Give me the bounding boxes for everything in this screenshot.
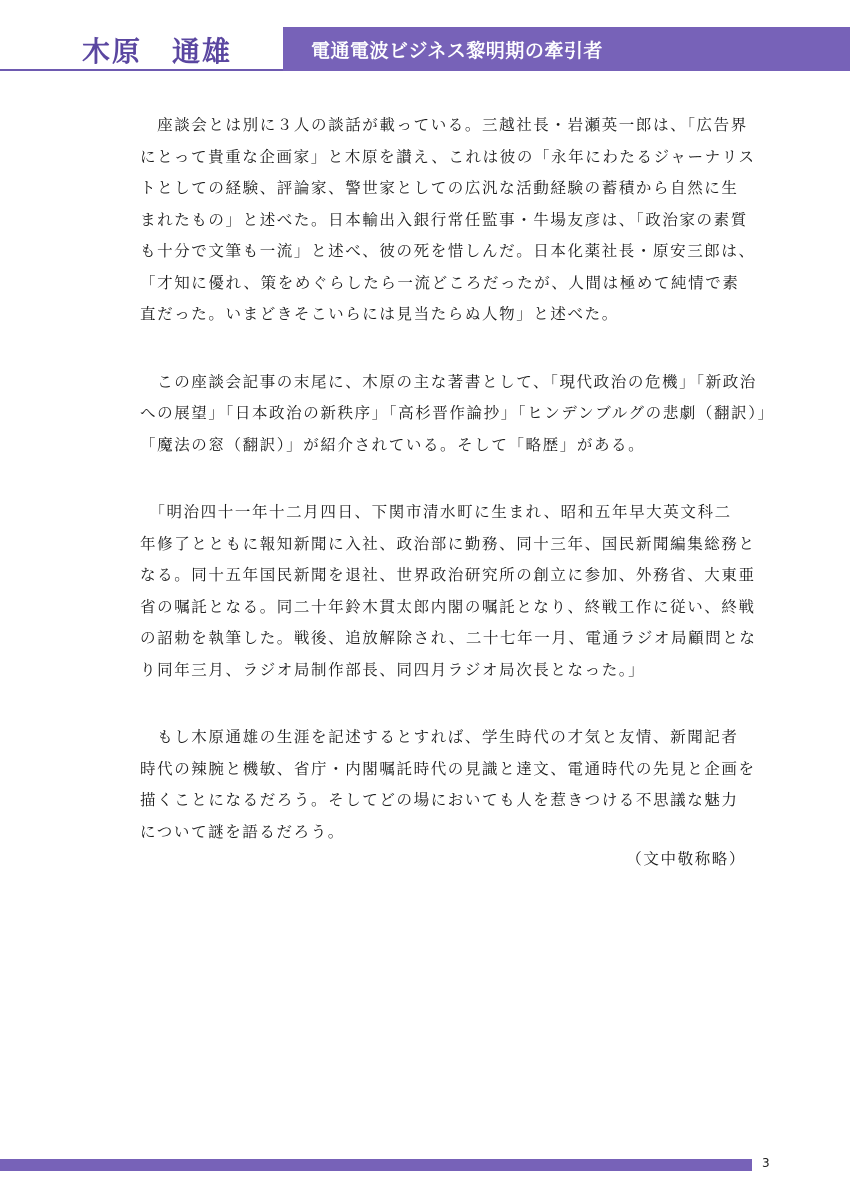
text-line: 描くことになるだろう。そしてどの場においても人を惹きつける不思議な魅力 bbox=[140, 791, 739, 809]
text-line: 省の嘱託となる。同二十年鈴木貫太郎内閣の嘱託となり、終戦工作に従い、終戦 bbox=[140, 597, 756, 616]
text-line: 座談会とは別に３人の談話が載っている。三越社長・岩瀬英一郎は、「広告界 bbox=[140, 116, 748, 134]
author-name: 木原 通雄 bbox=[82, 35, 233, 68]
author-block bbox=[0, 27, 283, 71]
text-line: トとしての経験、評論家、警世家としての広汎な活動経験の蓄積から自然に生 bbox=[140, 179, 739, 197]
text-line: 「才知に優れ、策をめぐらしたら一流どころだったが、人間は極めて純情で素 bbox=[140, 273, 740, 292]
page-header bbox=[0, 27, 850, 71]
text-line: 「魔法の窓（翻訳）」が紹介されている。そして「略歴」がある。 bbox=[140, 435, 646, 454]
text-line: まれたもの」と述べた。日本輸出入銀行常任監事・牛場友彦は、「政治家の素質 bbox=[140, 210, 748, 229]
text-line: もし木原通雄の生涯を記述するとすれば、学生時代の才気と友情、新聞記者 bbox=[140, 728, 739, 746]
text-line: 直だった。いまどきそこいらには見当たらぬ人物」と述べた。 bbox=[140, 305, 619, 323]
text-line: り同年三月、ラジオ局制作部長、同四月ラジオ局次長となった。」 bbox=[140, 660, 646, 679]
series-banner bbox=[283, 27, 850, 71]
text-line: 年修了とともに報知新聞に入社、政治部に勤務、同十三年、国民新聞編集総務と bbox=[140, 534, 756, 553]
article-body bbox=[140, 110, 775, 876]
footer-bar bbox=[0, 1159, 752, 1171]
series-title: 電通電波ビジネス黎明期の牽引者 bbox=[311, 40, 603, 62]
text-line: 時代の辣腕と機敏、省庁・内閣嘱託時代の見識と達文、電通時代の先見と企画を bbox=[140, 759, 756, 778]
page-number: 3 bbox=[762, 1156, 770, 1170]
paragraph-4 bbox=[140, 722, 760, 848]
text-line: この座談会記事の末尾に、木原の主な著書として、「現代政治の危機」「新政治 bbox=[140, 372, 757, 391]
text-line: への展望」「日本政治の新秩序」「高杉晋作論抄」「ヒンデンブルグの悲劇（翻訳）」 bbox=[140, 404, 775, 422]
paragraph-2 bbox=[140, 367, 775, 462]
text-line: について謎を語るだろう。 bbox=[140, 822, 345, 841]
paragraph-3-biography bbox=[140, 497, 760, 686]
text-line: の詔勅を執筆した。戦後、追放解除され、二十七年一月、電通ラジオ局顧問とな bbox=[140, 629, 757, 647]
text-line: も十分で文筆も一流」と述べ、彼の死を惜しんだ。日本化薬社長・原安三郎は、 bbox=[140, 242, 756, 260]
paragraph-1 bbox=[140, 110, 760, 331]
honorifics-note: （文中敬称略） bbox=[626, 850, 746, 868]
text-line: 「明治四十一年十二月四日、下関市清水町に生まれ、昭和五年早大英文科二 bbox=[140, 503, 732, 521]
text-line: なる。同十五年国民新聞を退社、世界政治研究所の創立に参加、外務省、大東亜 bbox=[140, 566, 756, 584]
text-line: にとって貴重な企画家」と木原を讃え、これは彼の「永年にわたるジャーナリス bbox=[140, 147, 756, 166]
